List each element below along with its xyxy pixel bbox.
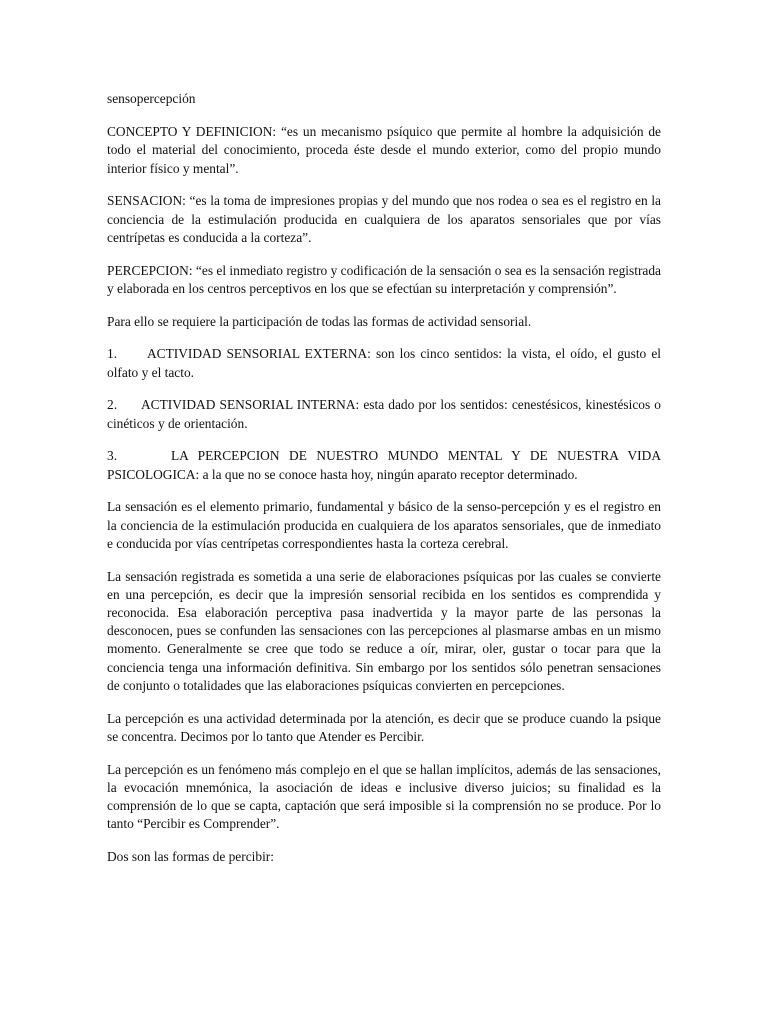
document-body	[107, 90, 661, 881]
paragraph-sensacion: SENSACION: “es la toma de impresiones propias y del mundo que nos rodea o sea es el registro en la conciencia de la estimulación producida en cualquiera de los aparatos sensoriales que por vías centrípetas es conducida a la corteza”.	[107, 193, 661, 245]
paragraph-participacion: Para ello se requiere la participación de todas las formas de actividad sensorial.	[107, 313, 532, 329]
list-item-number: 1.	[107, 346, 118, 362]
paragraph-actividad-atencion: La percepción es una actividad determinada por la atención, es decir que se produce cuando la psique se concentra. Decimos por lo tanto que Atender es Percibir.	[107, 710, 661, 744]
list-item-3	[107, 447, 661, 483]
list-item-2	[107, 396, 661, 432]
document-title: sensopercepción	[107, 91, 196, 106]
list-item-text: ACTIVIDAD SENSORIAL EXTERNA: son los cinco sentidos: la vista, el oído, el gusto el olfato y el tacto.	[107, 346, 661, 380]
paragraph-fenomeno: La percepción es un fenómeno más complejo en el que se hallan implícitos, además de las sensaciones, la evocación mnemónica, la asociación de ideas e inclusive diverso juicios; su finalidad es la comprensión de lo que se capta, captación que será imposible si la comprensión no se produce. Por lo tanto “Percibir es Comprender”.	[107, 761, 661, 832]
list-item-number: 2.	[107, 397, 118, 413]
paragraph-formas: Dos son las formas de percibir:	[107, 849, 274, 865]
paragraph-sensacion-registrada: La sensación registrada es sometida a una serie de elaboraciones psíquicas por las cuales se convierte en una percepción, es decir que la impresión sensorial recibida en los sentidos es comprendida y reconocida. Esa elaboración perceptiva pasa inadvertida y la mayor parte de las personas la desconocen, pues se confunden las sensaciones con las percepciones al plasmarse ambas en un mismo momento. Generalmente se cree que todo se reduce a oír, mirar, oler, gustar o tocar para que la conciencia tenga una información definitiva. Sin embargo por los sentidos sólo penetran sensaciones de conjunto o totalidades que las elaboraciones psíquicas convierten en percepciones.	[107, 568, 661, 693]
paragraph-percepcion: PERCEPCION: “es el inmediato registro y codificación de la sensación o sea es la sensación registrada y elaborada en los centros perceptivos en los que se efectúan su interpretación y comprensión”.	[107, 262, 661, 296]
paragraph-sensacion-elemento: La sensación es el elemento primario, fundamental y básico de la senso-percepción y es el registro en la conciencia de la estimulación producida en cualquiera de los aparatos sensoriales, que de inmediato e conducida por vías centrípetas correspondientes hasta la corteza cerebral.	[107, 499, 661, 551]
list-item-text: ACTIVIDAD SENSORIAL INTERNA: esta dado por los sentidos: cenestésicos, kinestésicos o cinéticos y de orientación.	[107, 397, 661, 431]
paragraph-concepto: CONCEPTO Y DEFINICION: “es un mecanismo psíquico que permite al hombre la adquisición de todo el material del conocimiento, proceda éste desde el mundo exterior, como del propio mundo interior físico y mental”.	[107, 124, 661, 176]
list-item-number: 3.	[107, 448, 118, 464]
list-item-1	[107, 345, 661, 381]
list-item-text: LA PERCEPCION DE NUESTRO MUNDO MENTAL Y DE NUESTRA VIDA PSICOLOGICA: a la que no se conoce hasta hoy, ningún aparato receptor determinado.	[107, 448, 661, 482]
